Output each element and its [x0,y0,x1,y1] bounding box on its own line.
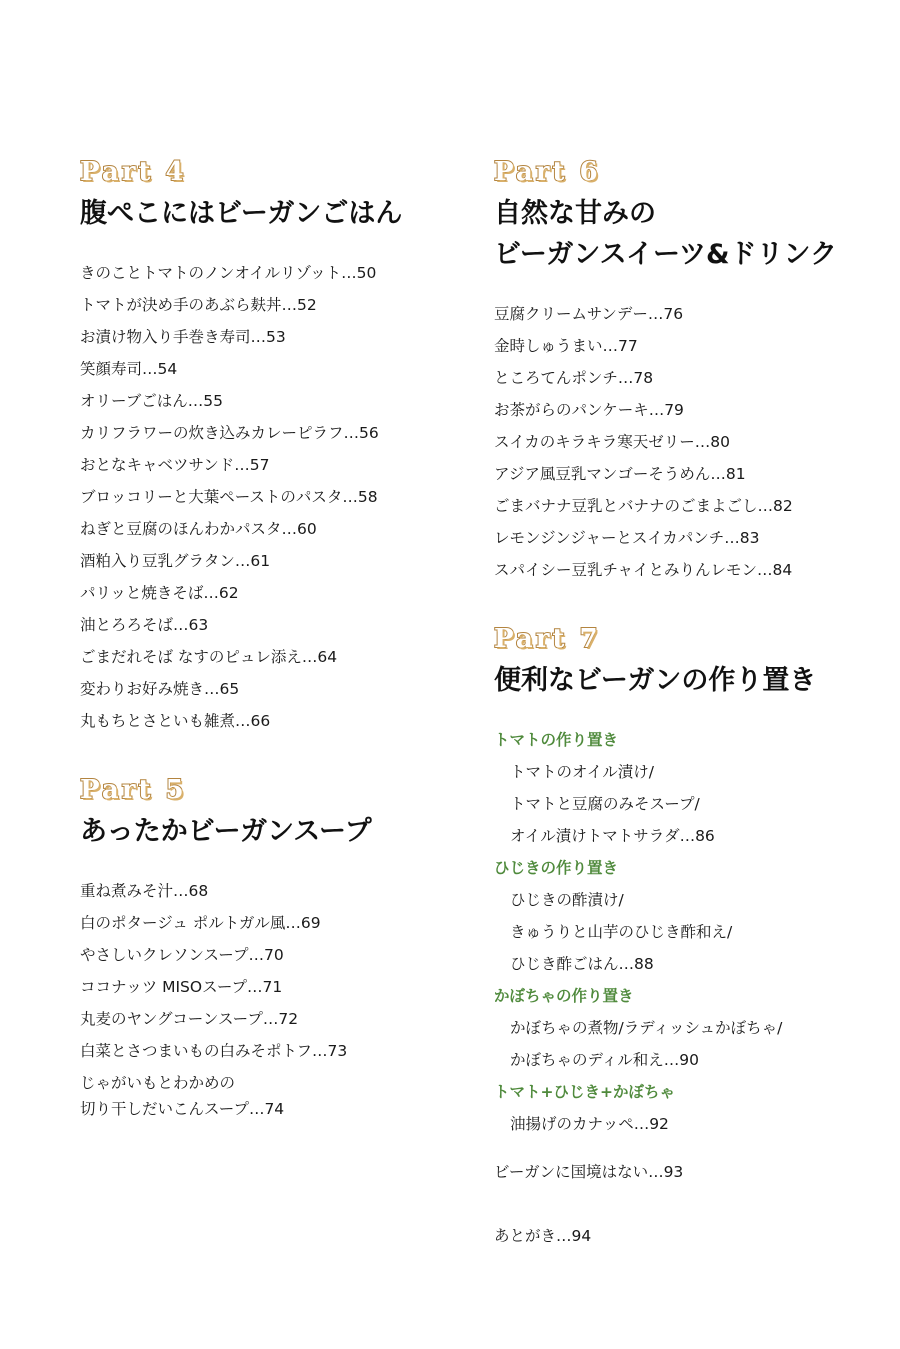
toc-entry[interactable]: レモンジンジャーとスイカパンチ…83 [494,529,760,547]
toc-entry[interactable]: きのことトマトのノンオイルリゾット…50 [80,264,377,282]
toc-entry[interactable]: 酒粕入り豆乳グラタン…61 [80,552,271,570]
toc-entry[interactable]: アジア風豆乳マンゴーそうめん…81 [494,465,746,483]
toc-entry[interactable]: 金時しゅうまい…77 [494,337,638,355]
toc-entry-line: じゃがいもとわかめの [80,1074,236,1092]
toc-entry[interactable]: 重ね煮みそ汁…68 [80,882,209,900]
toc-entry[interactable]: 白のポタージュ ポルトガル風…69 [80,914,321,932]
part5-section [80,773,440,1121]
category-heading: トマト+ひじき+かぼちゃ [494,1083,675,1101]
part4-label: Part 4 [80,157,187,187]
toc-entry[interactable]: スパイシー豆乳チャイとみりんレモン…84 [494,561,793,579]
toc-entry-line: 切り干しだいこんスープ…74 [80,1100,285,1118]
part7-entries [494,724,884,1140]
toc-entry[interactable]: オリーブごはん…55 [80,392,223,410]
toc-entry-two-line[interactable] [80,1067,440,1121]
part5-title: あったかビーガンスープ [80,816,372,847]
part7-label: Part 7 [494,624,601,654]
category-heading: かぼちゃの作り置き [494,987,634,1005]
toc-entry[interactable]: 白菜とさつまいもの白みそポトフ…73 [80,1042,348,1060]
part6-title-line: 自然な甘みの [494,198,656,229]
toc-entry[interactable]: 油揚げのカナッペ…92 [510,1115,669,1133]
afterword-entry[interactable]: あとがき…94 [494,1227,592,1245]
toc-entry[interactable]: かぼちゃの煮物/ラディッシュかぼちゃ/ [510,1019,783,1037]
part4-title: 腹ぺこにはビーガンごはん [80,198,403,229]
toc-entry[interactable]: 丸もちとさといも雑煮…66 [80,712,271,730]
toc-entry[interactable]: トマトのオイル漬け/ [510,763,654,781]
toc-entry[interactable]: やさしいクレソンスープ…70 [80,946,284,964]
part6-title [494,193,884,275]
toc-entry[interactable]: ひじき酢ごはん…88 [510,955,654,973]
part5-label: Part 5 [80,775,187,805]
part7-title: 便利なビーガンの作り置き [494,665,817,696]
part6-section [494,155,884,586]
toc-entry[interactable]: 油とろろそば…63 [80,616,209,634]
toc-entry[interactable]: かぼちゃのディル和え…90 [510,1051,699,1069]
toc-entry[interactable]: お漬け物入り手巻き寿司…53 [80,328,286,346]
part4-entries [80,257,440,737]
toc-entry[interactable]: ブロッコリーと大葉ペーストのパスタ…58 [80,488,378,506]
toc-entry[interactable]: ココナッツ MISOスープ…71 [80,978,283,996]
toc-entry[interactable]: ひじきの酢漬け/ [510,891,624,909]
toc-entry[interactable]: パリッと焼きそば…62 [80,584,239,602]
toc-entry[interactable]: きゅうりと山芋のひじき酢和え/ [510,923,733,941]
toc-entry[interactable]: 笑顔寿司…54 [80,360,178,378]
toc-entry[interactable]: おとなキャベツサンド…57 [80,456,270,474]
essay-entry[interactable]: ビーガンに国境はない…93 [494,1163,684,1181]
part6-entries [494,298,884,586]
toc-entry[interactable]: トマトが決め手のあぶら麸丼…52 [80,296,317,314]
toc-entry[interactable]: カリフラワーの炊き込みカレーピラフ…56 [80,424,379,442]
section-spacer [80,737,440,773]
toc-entry[interactable]: 丸麦のヤングコーンスープ…72 [80,1010,299,1028]
part5-entries [80,875,440,1121]
left-column [80,155,440,1121]
toc-entry[interactable]: スイカのキラキラ寒天ゼリー…80 [494,433,730,451]
part6-title-line: ビーガンスイーツ&ドリンク [494,239,837,270]
toc-entry[interactable]: ところてんポンチ…78 [494,369,654,387]
category-heading: トマトの作り置き [494,731,619,749]
toc-entry[interactable]: ごまだれそば なすのピュレ添え…64 [80,648,338,666]
toc-entry[interactable]: 変わりお好み焼き…65 [80,680,240,698]
toc-entry[interactable]: ごまバナナ豆乳とバナナのごまよごし…82 [494,497,793,515]
toc-entry[interactable]: お茶がらのパンケーキ…79 [494,401,684,419]
part7-section [494,622,884,1140]
category-heading: ひじきの作り置き [494,859,619,877]
toc-entry[interactable]: トマトと豆腐のみそスープ/ [510,795,700,813]
toc-entry[interactable]: オイル漬けトマトサラダ…86 [510,827,715,845]
part6-label: Part 6 [494,157,601,187]
right-column [494,155,884,1140]
toc-entry[interactable]: ねぎと豆腐のほんわかパスタ…60 [80,520,317,538]
section-spacer [494,586,884,622]
part4-section [80,155,440,737]
toc-entry[interactable]: 豆腐クリームサンデー…76 [494,305,684,323]
